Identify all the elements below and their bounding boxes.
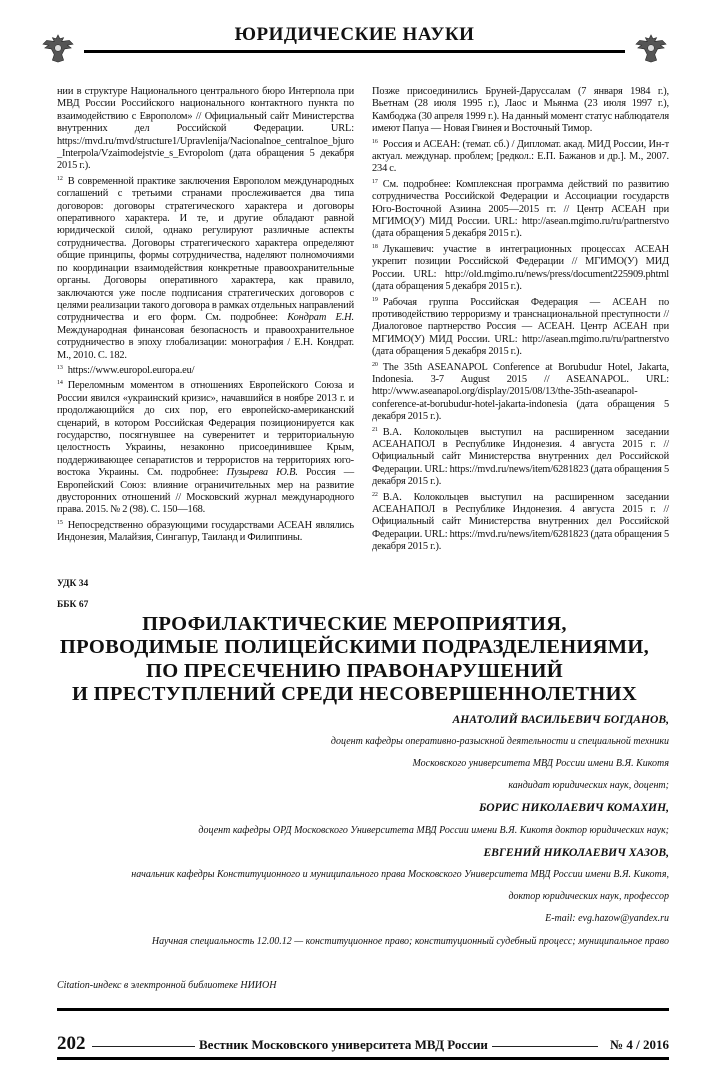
- footnote-text: Позже присоединились Бруней-Даруссалам (7 января 1984 г.), Вьетнам (28 июля 1995 г.), Лаос и Мьянма (23 июля 1997 г.), Камбоджа (30 апреля 1999 г.). На данный момент статус наблюдателя имеют Папуа — Новая Гвинея и Восточный Тимор.: [372, 86, 669, 135]
- footnote-number: 14: [57, 380, 63, 387]
- footnote-number: 12: [57, 175, 63, 182]
- footnote-16: [372, 136, 669, 176]
- footnote-text: Рабочая группа Российская Федерация — АСЕАН по противодействию терроризму и транснациональной преступности // Диалоговое партнерство Россия — АСЕАН. Центр АСЕАН при МГИМО(У) МИД России. URL: http://asean.mgimo.ru/ru/partnerstvo (дата обращения 5 декабря 2015 г.).: [372, 296, 669, 358]
- footnote-number: 19: [372, 296, 378, 303]
- footnote-text: нии в структуре Национального центрального бюро Интерпола при МВД России Российского национального контактного пункта по взаимодействию с Европолом» // Официальный сайт Министерства внутренних дел Российской Федерации. URL: https://mvd.ru/mvd/structure1/Upravlenija/Nacionalnoe_centralnoe_bjuro_Interpola/Vzaimodejstvie_s_Evropolom (дата обращения 5 декабря 2015 г.).: [57, 86, 354, 172]
- footnotes-right-column: [372, 86, 669, 554]
- footnote-continuation: [372, 86, 669, 136]
- footnote-17: [372, 176, 669, 241]
- author-affiliation: доцент кафедры ОРД Московского Университета МВД России имени В.Я. Кикотя доктор юридических наук;: [198, 824, 669, 836]
- footnote-text: В.А. Колокольцев выступил на расширенном заседании АСЕАНАПОЛ в Республике Индонезия. 4 августа 2015 г. // Официальный сайт Министерства внутренних дел Российской Федерации. URL: https://mvd.ru/news/item/6281823 (дата обращения 5 декабря 2015 г.).: [372, 491, 669, 553]
- title-line: ПО ПРЕСЕЧЕНИЮ ПРАВОНАРУШЕНИЙ: [146, 659, 563, 682]
- author-degree: доктор юридических наук, профессор: [508, 891, 669, 903]
- divider-rule: [57, 1008, 669, 1011]
- footnote-text: В.А. Колокольцев выступил на расширенном заседании АСЕАНАПОЛ в Республике Индонезия. 4 августа 2015 г. // Официальный сайт Министерства внутренних дел Российской Федерации. URL: https://mvd.ru/news/item/6281823 (дата обращения 5 декабря 2015 г.).: [372, 426, 669, 488]
- footnote-19: [372, 294, 669, 359]
- footnote-20: [372, 359, 669, 424]
- footnote-text: Международная финансовая безопасность и правоохранительное сотрудничество в эпоху глобализации: монография / Е.Н. Кондрат. М., 2010. С. 182.: [57, 324, 354, 361]
- footnote-text: Россия — Европейский Союз: влияние ограничительных мер на развитие двусторонних отношений // Московский журнал международного права. 2015. № 2 (98). С. 150—168.: [57, 467, 354, 516]
- footnotes-area: [57, 86, 669, 554]
- journal-name: Вестник Московского университета МВД России: [199, 1036, 488, 1052]
- footnote-21: [372, 424, 669, 489]
- footnote-number: 13: [57, 364, 63, 371]
- scientific-specialty: Научная специальность 12.00.12 — конституционное право; конституционный судебный процесс; муниципальное право: [151, 935, 669, 947]
- footnote-text: The 35th ASEANAPOL Conference at Borubudur Hotel, Jakarta, Indonesia. 3-7 August 2015 // ASEANAPOL. URL: http://www.aseanapol.org/display/2015/08/13/the-35th-aseanapol-conference-at-borubudur-hotel-jakarta-indonesia (дата обращения 5 декабря 2015 г.).: [372, 361, 669, 423]
- author-email[interactable]: E-mail: evg.hazow@yandex.ru: [545, 913, 669, 925]
- title-line: ПРОФИЛАКТИЧЕСКИЕ МЕРОПРИЯТИЯ,: [142, 612, 567, 635]
- eagle-emblem-icon: [633, 32, 669, 64]
- title-line: ПРОВОДИМЫЕ ПОЛИЦЕЙСКИМИ ПОДРАЗДЕЛЕНИЯМИ,: [59, 636, 650, 659]
- footer-rule: [57, 1057, 669, 1060]
- footnote-number: 16: [372, 138, 378, 145]
- section-title: ЮРИДИЧЕСКИЕ НАУКИ: [234, 24, 475, 45]
- footnote-author: Пузырева Ю.В.: [226, 467, 298, 479]
- footnote-text: Лукашевич: участие в интеграционных процессах АСЕАН укрепит позиции Российской Федерации // МГИМО(У) МИД России. URL: http://old.mgimo.ru/news/press/document225909.phtml (дата обращения 5 декабря 2015 г.).: [372, 243, 669, 293]
- author-degree: кандидат юридических наук, доцент;: [508, 780, 669, 792]
- author-name: БОРИС НИКОЛАЕВИЧ КОМАХИН,: [478, 801, 669, 815]
- footnote-author: Кондрат Е.Н.: [287, 312, 354, 324]
- footer-dash: [492, 1046, 598, 1047]
- author-affiliation: доцент кафедры оперативно-разыскной деятельности и специальной техники: [330, 735, 669, 747]
- issue-number: № 4 / 2016: [610, 1036, 669, 1052]
- footnote-12: [57, 173, 354, 362]
- footnote-continuation: [57, 86, 354, 173]
- article-title: [40, 613, 669, 707]
- udk-code: УДК 34: [57, 578, 89, 589]
- footnote-15: [57, 517, 354, 545]
- footnote-number: 18: [372, 243, 378, 250]
- page-number: 202: [57, 1032, 86, 1054]
- bbk-code: ББК 67: [57, 599, 89, 610]
- author-name: АНАТОЛИЙ ВАСИЛЬЕВИЧ БОГДАНОВ,: [452, 712, 669, 726]
- footnote-text: Непосредственно образующими государствами АСЕАН являлись Индонезия, Малайзия, Сингапур, Таиланд и Филиппины.: [57, 519, 354, 544]
- footnotes-left-column: [57, 86, 354, 545]
- running-footer: [57, 1033, 669, 1060]
- footnote-text: В современной практике заключения Европолом международных соглашений с третьими странами прослеживается два типа договоров: договоры стратегического характера и договоры оперативного характера. И те, и другие обладают равной юридической силой, однако регулируют различные аспекты сотрудничества. Договоры стратегического характера определяют общие принципы, формы сотрудничества, наделяют полномочиями по координации взаимодействия конкретные правоохранительные органы. Договоры оперативного характера, как правило, заключаются уже после подписания стратегических договоров с целями реализации такого договора в рамках отдельных направлений сотрудничества и его форм. См. подробнее:: [57, 175, 354, 324]
- author-affiliation: Московского университета МВД России имени В.Я. Кикотя: [412, 758, 669, 770]
- footnote-number: 21: [372, 426, 378, 433]
- running-header: [40, 20, 669, 64]
- authors-block: [57, 709, 669, 953]
- footnote-text: См. подробнее: Комплексная программа действий по развитию сотрудничества Российской Федерации и Ассоциации государств Юго-Восточной Азиина 2005—2015 гг. // Центр АСЕАН при МГИМО(У) МИД России. URL: http://asean.mgimo.ru/ru/partnerstvo (дата обращения 5 декабря 2015 г.).: [372, 178, 669, 240]
- footnote-text: Переломным моментом в отношениях Европейского Союза и России явился «украинский кризис», начавшийся в ноябре 2013 г. и продолжающийся до сих пор, его европейско-американский сценарий, в котором Российская Федерация позиционируется как государство, посягнувшее на суверенитет и территориальную целостность Украины, незаконно присоединившее Крым, поддерживающее сепаратистов и террористов на территориях юго-востока Украины. См. подробнее:: [57, 380, 354, 479]
- footnote-number: 22: [372, 491, 378, 498]
- article-heading: [57, 578, 669, 1011]
- footer-dash: [92, 1046, 195, 1047]
- footnote-number: 20: [372, 361, 378, 368]
- header-rule: [84, 50, 625, 53]
- author-affiliation: начальник кафедры Конституционного и муниципального права Московского Университета МВД России имени В.Я. Кикотя,: [131, 869, 669, 881]
- footnote-13: [57, 362, 354, 377]
- footnote-14: [57, 377, 354, 516]
- footnote-link[interactable]: https://www.europol.europa.eu/: [67, 364, 195, 376]
- footnote-number: 15: [57, 519, 63, 526]
- title-line: И ПРЕСТУПЛЕНИЙ СРЕДИ НЕСОВЕРШЕННОЛЕТНИХ: [71, 683, 638, 706]
- author-name: ЕВГЕНИЙ НИКОЛАЕВИЧ ХАЗОВ,: [483, 845, 669, 859]
- footnote-22: [372, 489, 669, 554]
- footnote-text: Россия и АСЕАН: (темат. сб.) / Дипломат. акад. МИД России, Ин-т актуал. междунар. проблем; [редкол.: Е.П. Бажанов и др.]. М., 2007. 234 с.: [372, 138, 669, 175]
- citation-index-note: Citation-индекс в электронной библиотеке НИИОН: [57, 979, 277, 991]
- footnote-18: [372, 241, 669, 294]
- footnote-number: 17: [372, 178, 378, 185]
